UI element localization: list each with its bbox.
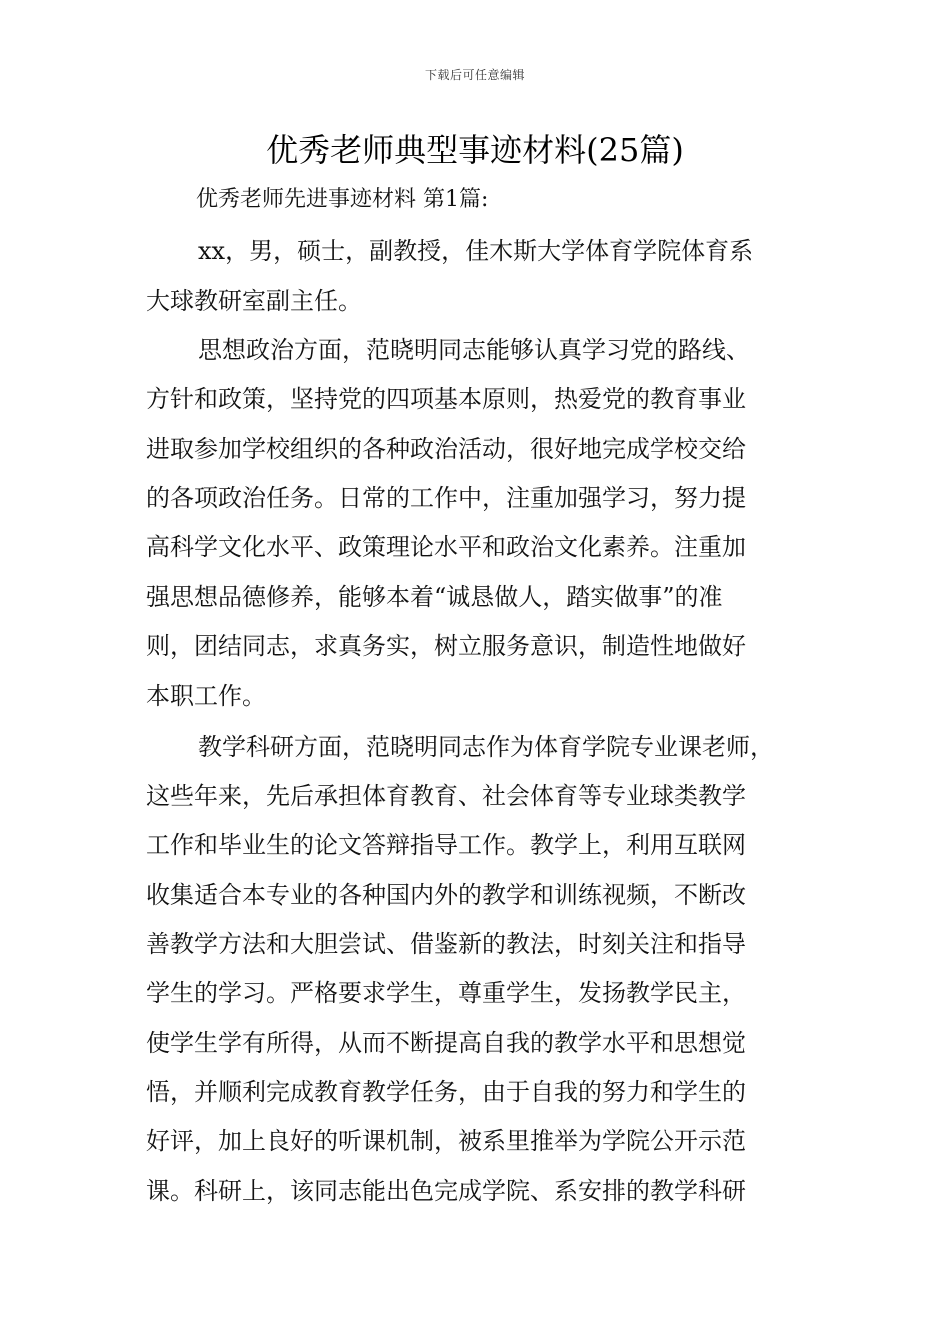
paragraph-line: 则，团结同志，求真务实，树立服务意识，制造性地做好 xyxy=(146,632,746,660)
paragraph-line: 收集适合本专业的各种国内外的教学和训练视频，不断改 xyxy=(146,881,746,909)
paragraph-line: 大球教研室副主任。 xyxy=(146,287,362,315)
paragraph-line: 高科学文化水平、政策理论水平和政治文化素养。注重加 xyxy=(146,533,746,561)
paragraph-line: 善教学方法和大胆尝试、借鉴新的教法，时刻关注和指导 xyxy=(146,930,746,958)
section-subtitle: 优秀老师先进事迹材料 第1篇: xyxy=(196,187,489,212)
paragraph-line: 教学科研方面，范晓明同志作为体育学院专业课老师， xyxy=(198,733,774,761)
paragraph-line: 使学生学有所得，从而不断提高自我的教学水平和思想觉 xyxy=(146,1029,746,1057)
paragraph-line: 悟，并顺利完成教育教学任务，由于自我的努力和学生的 xyxy=(146,1078,746,1106)
paragraph-line: 这些年来，先后承担体育教育、社会体育等专业球类教学 xyxy=(146,782,746,810)
paragraph-line: 学生的学习。严格要求学生，尊重学生，发扬教学民主， xyxy=(146,979,746,1007)
paragraph-line: 好评，加上良好的听课机制，被系里推举为学院公开示范 xyxy=(146,1127,746,1155)
paragraph-line: xx，男，硕士，副教授，佳木斯大学体育学院体育系 xyxy=(198,237,754,265)
header-note: 下载后可任意编辑 xyxy=(424,68,525,82)
paragraph-line: 思想政治方面，范晓明同志能够认真学习党的路线、 xyxy=(198,336,750,364)
paragraph-line: 的各项政治任务。日常的工作中，注重加强学习，努力提 xyxy=(146,484,746,512)
paragraph-line: 课。科研上，该同志能出色完成学院、系安排的教学科研 xyxy=(146,1177,746,1205)
paragraph-line: 进取参加学校组织的各种政治活动，很好地完成学校交给 xyxy=(146,435,746,463)
document-title: 优秀老师典型事迹材料(25篇) xyxy=(266,131,684,169)
paragraph-line: 工作和毕业生的论文答辩指导工作。教学上，利用互联网 xyxy=(146,831,746,859)
paragraph-line: 本职工作。 xyxy=(146,682,266,710)
paragraph-line: 方针和政策，坚持党的四项基本原则，热爱党的教育事业 xyxy=(146,385,746,413)
paragraph-line: 强思想品德修养，能够本着“诚恳做人，踏实做事”的准 xyxy=(146,583,723,611)
